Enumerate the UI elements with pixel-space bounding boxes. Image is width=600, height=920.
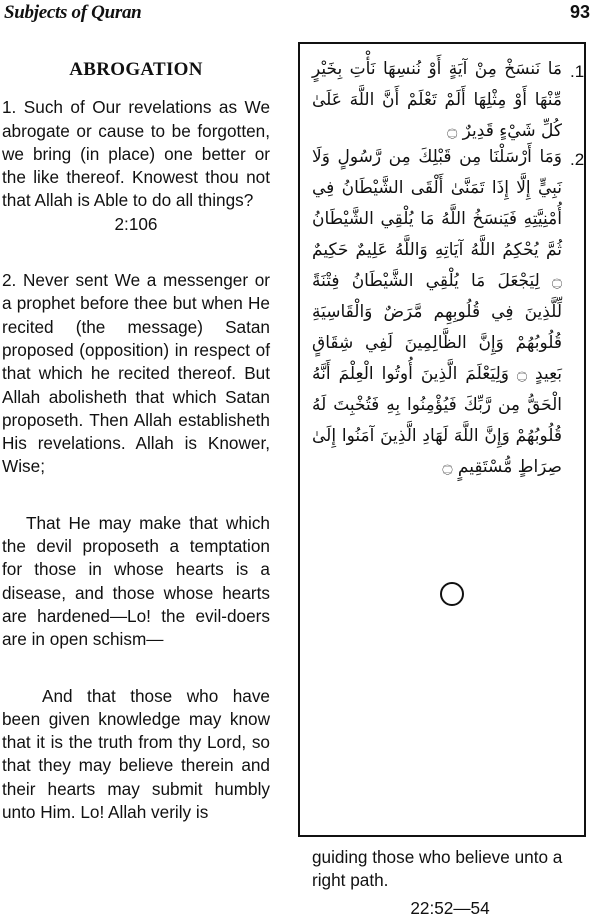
verse-reference-2: 22:52—54 bbox=[410, 897, 490, 918]
arabic-verse-number-1: .1 bbox=[570, 62, 585, 81]
circle-mark bbox=[440, 582, 464, 606]
arabic-verse-1: مَا نَنسَخْ مِنْ آيَةٍ أَوْ نُنسِهَا نَأْتِ بِخَيْرٍ مِّنْهَا أَوْ مِثْلِهَا أَلَمْ تَعْلَمْ أَنَّ اللَّهَ عَلَىٰ كُلِّ شَيْءٍ قَدِيرٌ ۝ bbox=[312, 59, 562, 141]
translation-column bbox=[2, 54, 270, 824]
running-title: Subjects of Quran bbox=[4, 2, 142, 23]
translation-paragraph-3: That He may make that which the devil proposeth a temptation for those in whose hearts is a disease, and those whose hearts are hardened—Lo! the evil-doers are in open schism— bbox=[2, 512, 270, 650]
section-heading: ABROGATION bbox=[69, 59, 203, 80]
arabic-verse-number-2: .2 bbox=[570, 150, 585, 169]
translation-continuation bbox=[312, 846, 588, 920]
arabic-verse-2: وَمَا أَرْسَلْنَا مِن قَبْلِكَ مِن رَّسُولٍ وَلَا نَبِيٍّ إِلَّا إِذَا تَمَنَّىٰ أَلْقَى الشَّيْطَانُ فِي أُمْنِيَّتِهِ فَيَنسَخُ اللَّهُ مَا يُلْقِي الشَّيْطَانُ ثُمَّ يُحْكِمُ اللَّهُ آيَاتِهِ وَاللَّهُ عَلِيمٌ حَكِيمٌ ۝ لِيَجْعَلَ مَا يُلْقِي الشَّيْطَانُ فِتْنَةً لِّلَّذِينَ فِي قُلُوبِهِم مَّرَضٌ وَالْقَاسِيَةِ قُلُوبُهُمْ وَإِنَّ الظَّالِمِينَ لَفِي شِقَاقٍ بَعِيدٍ ۝ وَلِيَعْلَمَ الَّذِينَ أُوتُوا الْعِلْمَ أَنَّهُ الْحَقُّ مِن رَّبِّكَ فَيُؤْمِنُوا بِهِ فَتُخْبِتَ لَهُ قُلُوبُهُمْ وَإِنَّ اللَّهَ لَهَادِ الَّذِينَ آمَنُوا إِلَىٰ صِرَاطٍ مُّسْتَقِيمٍ ۝ bbox=[312, 147, 563, 477]
continuation-text: guiding those who believe unto a right path. bbox=[312, 847, 563, 891]
translation-paragraph-2: 2. Never sent We a messenger or a prophet before thee but when He recited (the message) Satan proposed (opposition) in respect of that which he recited thereof. But Allah abolisheth that which Satan proposeth. Then Allah establisheth His revelations. Allah is Knower, Wise; bbox=[2, 270, 270, 477]
page-number: 93 bbox=[569, 2, 590, 22]
translation-paragraph-4: And that those who have been given knowledge may know that it is the truth from thy Lord, so that they may believe therein and their hearts may submit humbly unto Him. Lo! Allah verily is bbox=[2, 685, 270, 823]
verse-reference-1: 2:106 bbox=[114, 213, 158, 234]
translation-paragraph-1: 1. Such of Our revelations as We abrogate or cause to be forgotten, we bring (in place) one better or the like thereof. Knowest thou not that Allah is Able to do all things? bbox=[2, 97, 270, 211]
